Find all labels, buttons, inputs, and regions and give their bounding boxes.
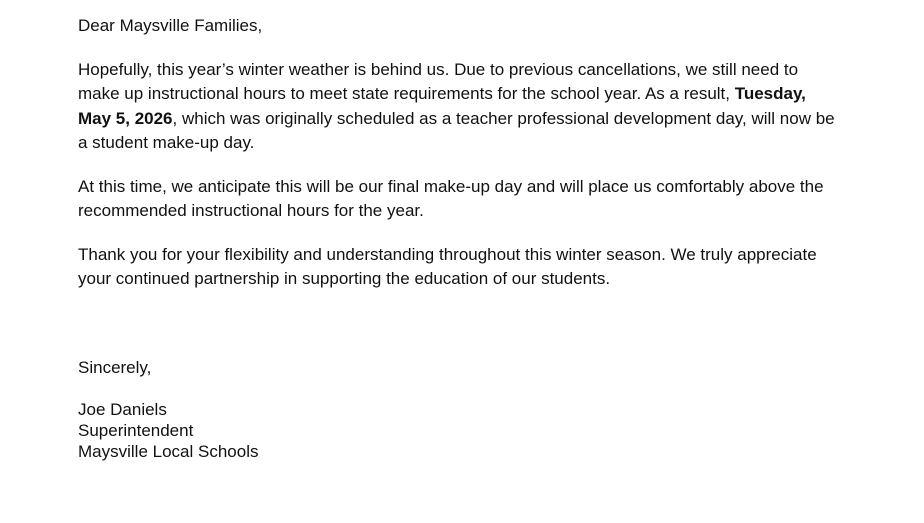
letter-body xyxy=(78,14,838,462)
paragraph-makeup-day xyxy=(78,58,838,156)
paragraph-final-makeup: At this time, we anticipate this will be our final make-up day and will place us comfortably above the recommended instructional hours for the year. xyxy=(78,176,824,220)
letter-closing: Sincerely, xyxy=(78,357,152,377)
signature-title: Superintendent xyxy=(78,421,194,440)
signature-name: Joe Daniels xyxy=(78,400,167,419)
letter-greeting: Dear Maysville Families, xyxy=(78,16,263,35)
makeup-date: Tuesday, May 5, 2026 xyxy=(78,84,806,128)
signature-organization: Maysville Local Schools xyxy=(78,442,259,461)
closing-spacer xyxy=(78,311,838,356)
paragraph-makeup-day-intro: Hopefully, this year’s winter weather is behind us. Due to previous cancellations, we still need to make up instructional hours to meet state requirements for the school year. As a result, xyxy=(78,59,799,103)
signature-block xyxy=(78,399,838,462)
paragraph-makeup-day-outro: , which was originally scheduled as a teacher professional development day, will now be a student make-up day. xyxy=(78,108,835,152)
paragraph-thanks: Thank you for your flexibility and understanding throughout this winter season. We truly appreciate your continued partnership in supporting the education of our students. xyxy=(78,244,817,288)
